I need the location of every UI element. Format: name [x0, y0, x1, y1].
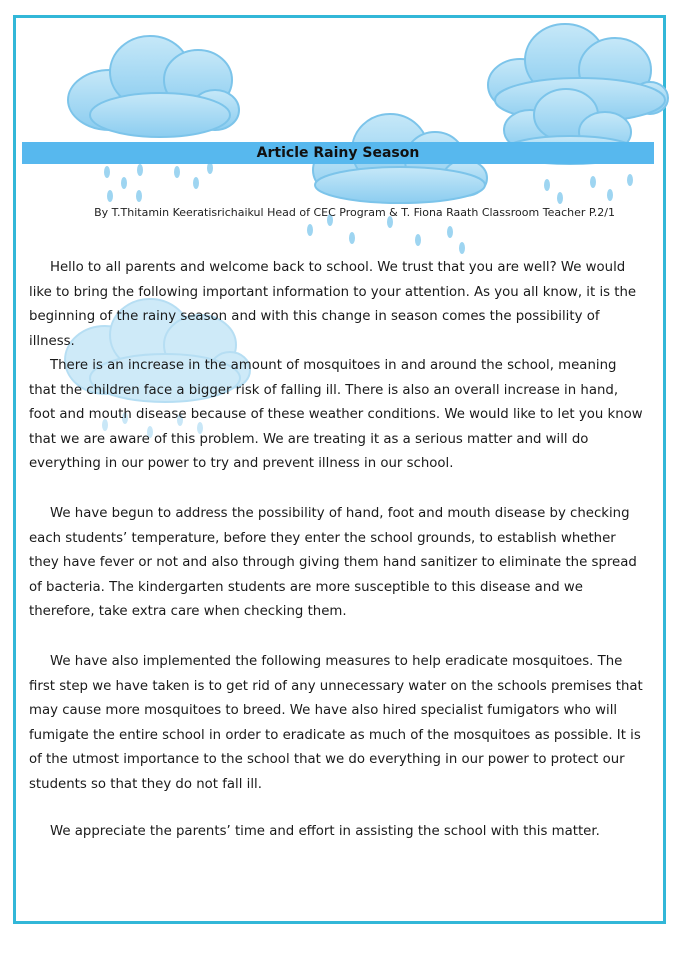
- article-title: Article Rainy Season: [256, 145, 420, 161]
- paragraph: We have also implemented the following measures to help eradicate mosquitoes. The first step we have taken is to get rid of any unnecessary water on the schools premises that may cause more mosquitoes to breed. We have also hired specialist fumigators who will fumigate the entire school in order to eradicate as much of the mosquitoes as possible. It is of the utmost importance to the school that we do everything in our power to protect our students so that they do not fall ill.: [29, 654, 643, 792]
- paragraph: There is an increase in the amount of mosquitoes in and around the school, meaning that the children face a bigger risk of falling ill. There is also an overall increase in hand, foot and mouth disease because of these weather conditions. We would like to let you know that we are aware of this problem. We are treating it as a serious matter and will do everything in our power to try and prevent illness in our school.: [29, 358, 643, 471]
- rain-cloud-icon: [68, 36, 239, 202]
- paragraph: We have begun to address the possibility of hand, foot and mouth disease by checking each students’ temperature, before they enter the school grounds, to establish whether they have fever or not and also through giving them hand sanitizer to eliminate the spread of bacteria. The kindergarten students are more susceptible to this disease and we therefore, take extra care when checking them.: [29, 506, 637, 619]
- byline: By T.Thitamin Keeratisrichaikul Head of CEC Program & T. Fiona Raath Classroom Teacher P.2/1: [94, 206, 615, 219]
- rain-cloud-icon: [307, 114, 487, 254]
- cloud-icon: [488, 24, 668, 204]
- paragraph: We appreciate the parents’ time and effort in assisting the school with this matter.: [50, 824, 600, 839]
- paragraph: Hello to all parents and welcome back to school. We trust that you are well? We would like to bring the following important information to your attention. As you all know, it is the beginning of the rainy season and with this change in season comes the possibility of illness.: [29, 260, 637, 349]
- title-bar: [22, 142, 654, 164]
